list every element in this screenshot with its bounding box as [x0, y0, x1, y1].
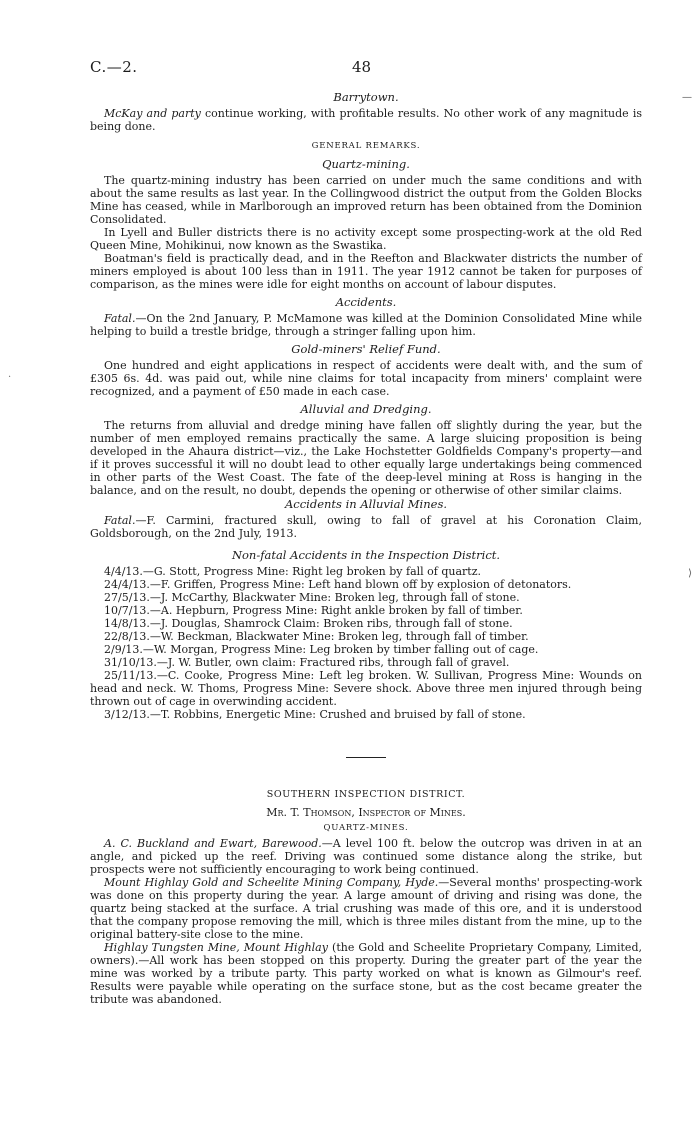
fatal-lead: Fatal.	[104, 312, 136, 325]
entry-lead: Highlay Tungsten Mine, Mount Highlay	[104, 941, 328, 954]
section-heading-alluvial: Alluvial and Dredging.	[300, 402, 432, 416]
section-heading-non-fatal: Non-fatal Accidents in the Inspection District.	[231, 548, 501, 562]
section-heading-general-remarks: GENERAL REMARKS.	[311, 141, 421, 151]
paragraph-quartz-3: Boatman's field is practically dead, and in the Reefton and Blackwater districts the number of miners employed is about 100 less than in 1911. The year 1912 cannot be taken for purposes of comparison, as the mines were idle for eight months on account of labour disputes.	[90, 252, 642, 291]
paragraph-mount-highlay	[90, 876, 642, 941]
list-item: 25/11/13.—C. Cooke, Progress Mine: Left leg broken. W. Sullivan, Progress Mine: Wounds on head and neck. W. Thoms, Progress Mine: Severe shock. Above three men injured through being thrown out of cage in overwinding accident.	[90, 669, 642, 708]
entry-lead: A. C. Buckland and Ewart, Barewood.	[104, 837, 322, 850]
page-body	[90, 86, 642, 1006]
paragraph-barrytown	[90, 107, 642, 133]
district-heading: SOUTHERN INSPECTION DISTRICT.	[266, 789, 466, 800]
list-item: 4/4/13.—G. Stott, Progress Mine: Right leg broken by fall of quartz.	[104, 565, 482, 578]
inspector-name: Mr. T. Thomson, Inspector of Mines.	[266, 806, 466, 819]
list-item: 14/8/13.—J. Douglas, Shamrock Claim: Broken ribs, through fall of stone.	[104, 617, 513, 630]
list-item: 3/12/13.—T. Robbins, Energetic Mine: Crushed and bruised by fall of stone.	[104, 708, 526, 721]
entry-text: —Several months' prospecting-work was done on this property during the year. A large amount of driving and rising was done, the quartz being stacked at the surface. A trial crushing was made of this ore, and it is understood that the company propose removing the mill, which is three miles distant from the mine, up to the original battery-site close to the mine.	[90, 876, 642, 941]
subheading-quartz-mining: Quartz-mining.	[322, 157, 410, 171]
non-fatal-accident-list	[90, 565, 642, 721]
page-number: 48	[352, 58, 372, 76]
paragraph-alluvial: The returns from alluvial and dredge mining have fallen off slightly during the year, but the number of men employed remains practically the same. A large sluicing proposition is being developed in the Ahaura district—viz., the Lake Hochstetter Goldfields Company's property—and if it proves successful it will no doubt lead to other equally large undertakings being commenced in other parts of the West Coast. The fate of the deep-level mining at Ross is hanging in the balance, and on the result, no doubt, depends the opening or otherwise of other similar claims.	[90, 419, 642, 497]
alluvial-fatal-text: —F. Carmini, fractured skull, owing to fall of gravel at his Coronation Claim, Goldsborough, on the 2nd July, 1913.	[90, 514, 642, 540]
document-reference: C.—2.	[90, 58, 138, 76]
paragraph-alluvial-fatal	[90, 514, 642, 540]
paragraph-accidents-fatal	[90, 312, 642, 338]
list-item: 22/8/13.—W. Beckman, Blackwater Mine: Broken leg, through fall of timber.	[104, 630, 529, 643]
alluvial-fatal-lead: Fatal.	[104, 514, 136, 527]
section-heading-accidents: Accidents.	[335, 295, 397, 309]
section-heading-relief-fund: Gold-miners' Relief Fund.	[291, 342, 441, 356]
margin-dot-icon: ·	[8, 372, 12, 383]
entry-text: —A level 100 ft. below the outcrop was driven in at an angle, and picked up the reef. Driving was continued some distance along the strike, but prospects were not sufficiently encouraging to work being continued.	[90, 837, 642, 876]
paragraph-buckland	[90, 837, 642, 876]
fatal-text: —On the 2nd January, P. McMamone was killed at the Dominion Consolidated Mine while helping to build a trestle bridge, through a stringer falling upon him.	[90, 312, 642, 338]
margin-bracket-icon: ⟩	[688, 568, 692, 579]
entry-text: (the Gold and Scheelite Proprietary Company, Limited, owners).—All work has been stopped on this property. During the greater part of the year the mine was worked by a tribute party. This party worked on what is known as Gilmour's reef. Results were payable while operating on the surface stone, but as the cost became greater the tribute was abandoned.	[90, 941, 642, 1006]
list-item: 27/5/13.—J. McCarthy, Blackwater Mine: Broken leg, through fall of stone.	[104, 591, 520, 604]
list-item: 31/10/13.—J. W. Butler, own claim: Fractured ribs, through fall of gravel.	[104, 656, 510, 669]
barrytown-text: continue working, with profitable results. No other work of any magnitude is being done.	[90, 107, 642, 133]
barrytown-lead: McKay and party	[104, 107, 201, 120]
paragraph-quartz-2: In Lyell and Buller districts there is no activity except some prospecting-work at the old Red Queen Mine, Mohikinui, now known as the Swastika.	[90, 226, 642, 252]
margin-mark-icon: —	[682, 92, 692, 103]
list-item: 24/4/13.—F. Griffen, Progress Mine: Left hand blown off by explosion of detonators.	[104, 578, 572, 591]
paragraph-relief-fund: One hundred and eight applications in respect of accidents were dealt with, and the sum of £305 6s. 4d. was paid out, while nine claims for total incapacity from miners' complaint were recognized, and a payment of £50 made in each case.	[90, 359, 642, 398]
paragraph-quartz-1: The quartz-mining industry has been carried on under much the same conditions and with about the same results as last year. In the Collingwood district the output from the Golden Blocks Mine has ceased, while in Marlborough an improved return has been obtained from the Dominion Consolidated.	[90, 174, 642, 226]
entry-lead: Mount Highlay Gold and Scheelite Mining Company, Hyde.	[104, 876, 439, 889]
subheading-quartz-mines: QUARTZ-MINES.	[323, 823, 409, 833]
list-item: 10/7/13.—A. Hepburn, Progress Mine: Right ankle broken by fall of timber.	[104, 604, 523, 617]
paragraph-highlay-tungsten	[90, 941, 642, 1006]
list-item: 2/9/13.—W. Morgan, Progress Mine: Leg broken by timber falling out of cage.	[104, 643, 539, 656]
section-divider	[346, 757, 386, 758]
section-heading-alluvial-accidents: Accidents in Alluvial Mines.	[284, 497, 447, 511]
section-heading-barrytown: Barrytown.	[333, 90, 399, 104]
